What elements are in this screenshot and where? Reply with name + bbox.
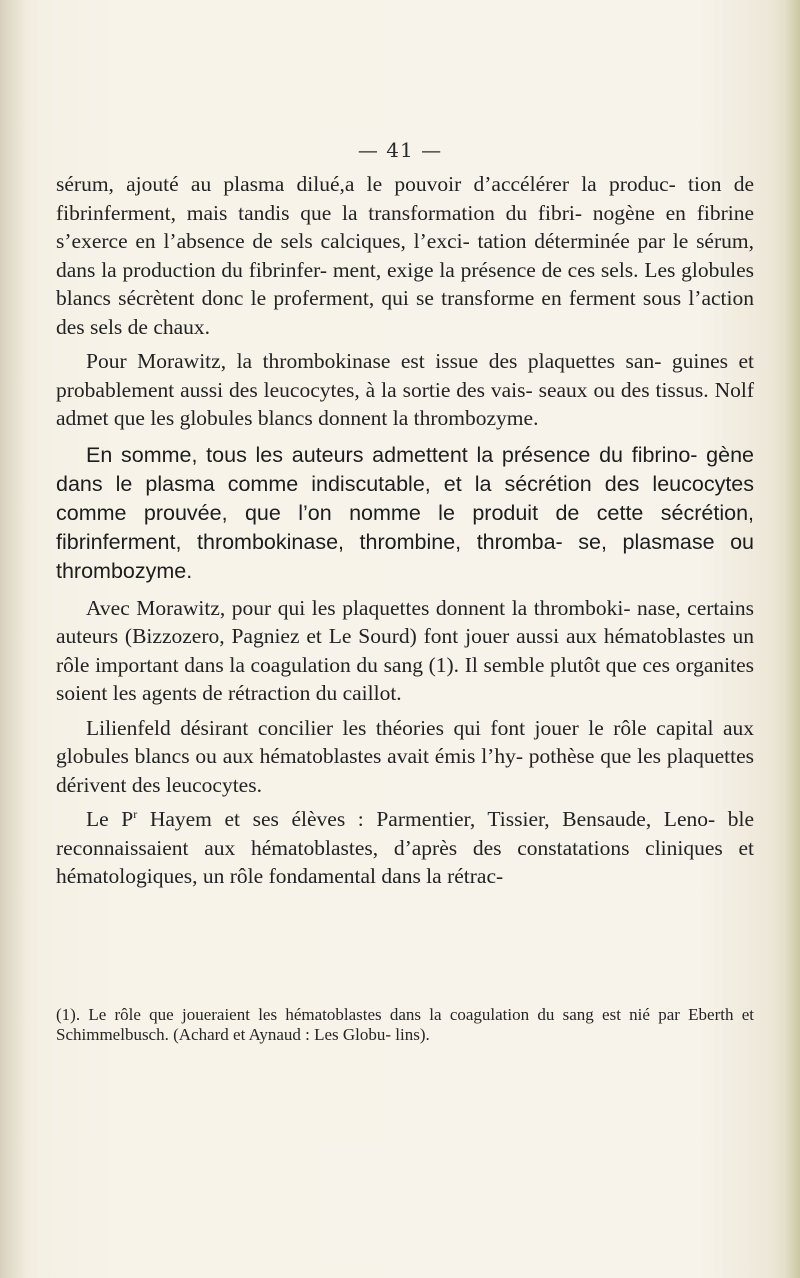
paragraph-serum-continuation: sérum, ajouté au plasma dilué,a le pouvoir d’accélérer la produc- tion de fibrinferment, mais tandis que la transformation du fibri- nogène en fibrine s’exerce en l’absence de sels calciques, l’exci- tation déterminée par le sérum, dans la production du fibrinfer- ment, exige la présence de ces sels. Les globules blancs sécrètent donc le proferment, qui se transforme en ferment sous l’action des sels de chaux. bbox=[56, 172, 754, 339]
paragraph-morawitz: Pour Morawitz, la thrombokinase est issue des plaquettes san- guines et probablement aussi des leucocytes, à la sortie des vais- seaux ou des tissus. Nolf admet que les globules blancs donnent la thrombozyme. bbox=[56, 349, 754, 430]
hayem-prefix: Le P bbox=[86, 807, 134, 831]
paragraph-en-somme: En somme, tous les auteurs admettent la présence du fibrino- gène dans le plasma comme indiscutable, et la sécrétion des leucocytes comme prouvée, que l’on nomme le produit de cette sécrétion, fibrinferment, thrombokinase, thrombine, thromba- se, plasmase ou thrombozyme. bbox=[56, 442, 754, 583]
paragraph-hayem bbox=[56, 805, 754, 891]
body-text bbox=[56, 170, 754, 891]
hayem-rest: Hayem et ses élèves : Parmentier, Tissier, Bensaude, Leno- ble reconnaissaient aux hématoblastes, d’après des constatations cliniques et hématologiques, un rôle fondamental dans la rétrac- bbox=[56, 807, 755, 888]
footnote: (1). Le rôle que joueraient les hématoblastes dans la coagulation du sang est nié par Eberth et Schimmelbusch. (Achard et Aynaud : Les Globu- lins). bbox=[56, 1005, 754, 1044]
paragraph-avec-morawitz: Avec Morawitz, pour qui les plaquettes donnent la thromboki- nase, certains auteurs (Bizzozero, Pagniez et Le Sourd) font jouer aussi aux hématoblastes un rôle important dans la coagulation du sang (1). Il semble plutôt que ces organites soient les agents de rétraction du caillot. bbox=[56, 595, 754, 705]
page-right-edge-stain bbox=[774, 0, 800, 1278]
page-left-edge-shadow bbox=[0, 0, 26, 1278]
page-number: — 41 — bbox=[357, 138, 443, 162]
paragraph-lilienfeld: Lilienfeld désirant concilier les théories qui font jouer le rôle capital aux globules blancs ou aux hématoblastes avait émis l’hy- pothèse que les plaquettes dérivent des leucocytes. bbox=[56, 715, 754, 797]
hayem-superscript: r bbox=[133, 806, 138, 821]
